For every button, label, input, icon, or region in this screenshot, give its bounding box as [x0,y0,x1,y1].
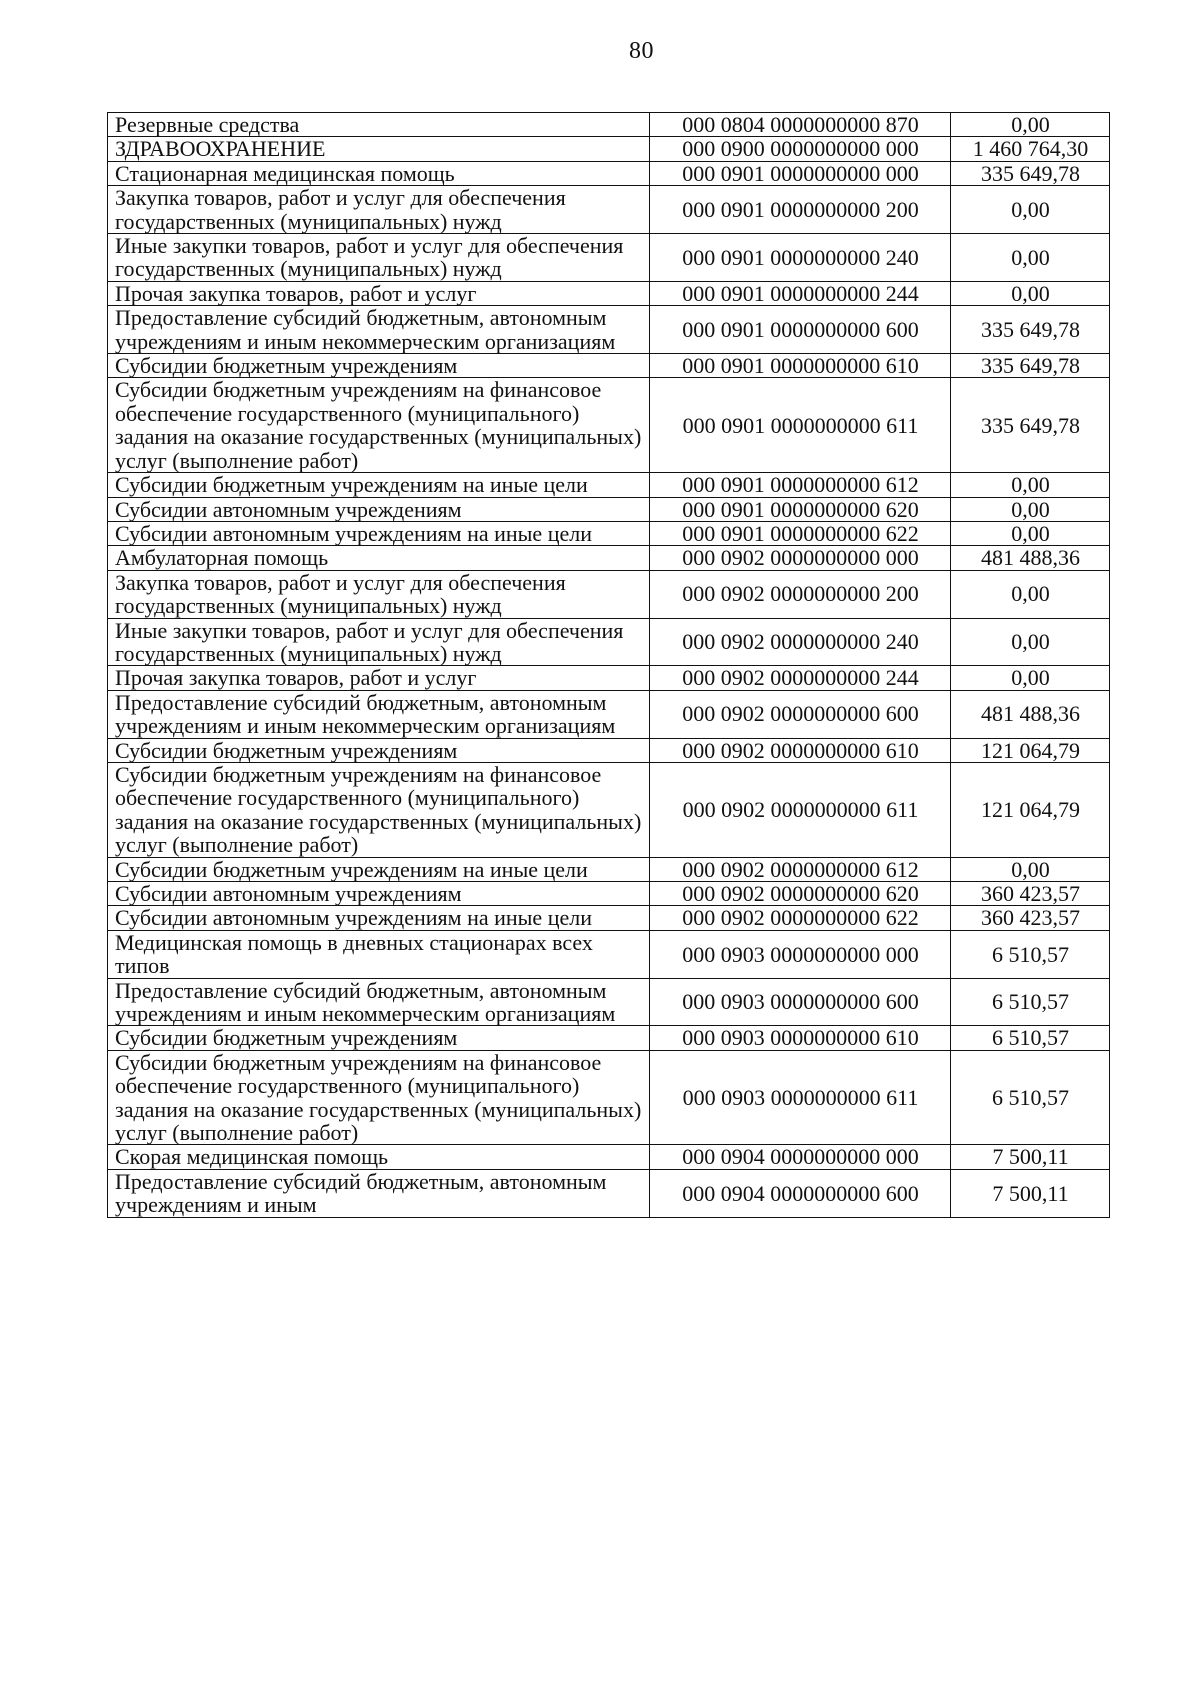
table-row [108,930,1110,978]
table-row [108,161,1110,185]
row-sum-cell: 0,00 [951,618,1110,666]
table-row [108,1050,1110,1145]
budget-table-body [108,113,1110,1218]
row-code-cell: 000 0904 0000000000 000 [650,1145,951,1169]
row-name-cell: Субсидии бюджетным учреждениям [108,738,650,762]
row-name-cell: Прочая закупка товаров, работ и услуг [108,281,650,305]
table-row [108,378,1110,473]
row-sum-cell: 335 649,78 [951,306,1110,354]
row-sum-cell: 0,00 [951,666,1110,690]
row-name-cell: Субсидии бюджетным учреждениям [108,354,650,378]
row-name-cell: Субсидии бюджетным учреждениям на иные цели [108,857,650,881]
row-name-cell: Скорая медицинская помощь [108,1145,650,1169]
row-sum-cell: 0,00 [951,281,1110,305]
row-name-cell: Субсидии бюджетным учреждениям на финансовое обеспечение государственного (муниципального) задания на оказание государственных (муниципальных) услуг (выполнение работ) [108,1050,650,1145]
row-sum-cell: 0,00 [951,113,1110,137]
table-row [108,762,1110,857]
table-row [108,690,1110,738]
row-name-cell: Субсидии бюджетным учреждениям на финансовое обеспечение государственного (муниципального) задания на оказание государственных (муниципальных) услуг (выполнение работ) [108,762,650,857]
budget-table [107,112,1110,1218]
row-code-cell: 000 0903 0000000000 610 [650,1026,951,1050]
table-row [108,738,1110,762]
row-name-cell: Субсидии автономным учреждениям на иные цели [108,906,650,930]
row-code-cell: 000 0903 0000000000 600 [650,978,951,1026]
row-sum-cell: 360 423,57 [951,906,1110,930]
row-code-cell: 000 0902 0000000000 244 [650,666,951,690]
table-row [108,234,1110,282]
row-name-cell: Субсидии автономным учреждениям [108,882,650,906]
row-sum-cell: 0,00 [951,186,1110,234]
row-sum-cell: 335 649,78 [951,161,1110,185]
row-name-cell: Прочая закупка товаров, работ и услуг [108,666,650,690]
row-code-cell: 000 0901 0000000000 240 [650,234,951,282]
row-code-cell: 000 0904 0000000000 600 [650,1169,951,1217]
row-sum-cell: 121 064,79 [951,738,1110,762]
row-name-cell: Предоставление субсидий бюджетным, автономным учреждениям и иным [108,1169,650,1217]
row-code-cell: 000 0902 0000000000 612 [650,857,951,881]
table-row [108,137,1110,161]
row-code-cell: 000 0901 0000000000 611 [650,378,951,473]
row-code-cell: 000 0901 0000000000 600 [650,306,951,354]
row-sum-cell: 6 510,57 [951,930,1110,978]
row-code-cell: 000 0900 0000000000 000 [650,137,951,161]
row-sum-cell: 0,00 [951,521,1110,545]
row-sum-cell: 0,00 [951,497,1110,521]
row-sum-cell: 0,00 [951,570,1110,618]
table-row [108,306,1110,354]
table-row [108,882,1110,906]
row-code-cell: 000 0902 0000000000 611 [650,762,951,857]
table-row [108,497,1110,521]
table-row [108,186,1110,234]
row-sum-cell: 6 510,57 [951,1050,1110,1145]
row-name-cell: Закупка товаров, работ и услуг для обеспечения государственных (муниципальных) нужд [108,570,650,618]
table-row [108,570,1110,618]
row-code-cell: 000 0901 0000000000 000 [650,161,951,185]
row-name-cell: Предоставление субсидий бюджетным, автономным учреждениям и иным некоммерческим организациям [108,690,650,738]
row-name-cell: Субсидии бюджетным учреждениям на иные цели [108,473,650,497]
table-row [108,666,1110,690]
row-name-cell: Иные закупки товаров, работ и услуг для обеспечения государственных (муниципальных) нужд [108,234,650,282]
table-row [108,857,1110,881]
row-code-cell: 000 0903 0000000000 611 [650,1050,951,1145]
row-name-cell: Иные закупки товаров, работ и услуг для обеспечения государственных (муниципальных) нужд [108,618,650,666]
row-code-cell: 000 0902 0000000000 240 [650,618,951,666]
table-row [108,281,1110,305]
row-name-cell: Субсидии бюджетным учреждениям [108,1026,650,1050]
row-code-cell: 000 0901 0000000000 612 [650,473,951,497]
row-name-cell: Субсидии автономным учреждениям [108,497,650,521]
row-sum-cell: 0,00 [951,857,1110,881]
row-sum-cell: 0,00 [951,473,1110,497]
table-row [108,546,1110,570]
row-sum-cell: 360 423,57 [951,882,1110,906]
row-name-cell: Закупка товаров, работ и услуг для обеспечения государственных (муниципальных) нужд [108,186,650,234]
row-code-cell: 000 0804 0000000000 870 [650,113,951,137]
row-name-cell: Амбулаторная помощь [108,546,650,570]
row-name-cell: Медицинская помощь в дневных стационарах всех типов [108,930,650,978]
row-name-cell: ЗДРАВООХРАНЕНИЕ [108,137,650,161]
row-name-cell: Предоставление субсидий бюджетным, автономным учреждениям и иным некоммерческим организациям [108,978,650,1026]
row-sum-cell: 335 649,78 [951,378,1110,473]
row-name-cell: Стационарная медицинская помощь [108,161,650,185]
table-row [108,354,1110,378]
row-code-cell: 000 0903 0000000000 000 [650,930,951,978]
page-number: 80 [629,38,654,64]
table-row [108,113,1110,137]
row-code-cell: 000 0902 0000000000 622 [650,906,951,930]
row-code-cell: 000 0901 0000000000 200 [650,186,951,234]
row-code-cell: 000 0901 0000000000 610 [650,354,951,378]
row-sum-cell: 121 064,79 [951,762,1110,857]
row-sum-cell: 1 460 764,30 [951,137,1110,161]
row-name-cell: Резервные средства [108,113,650,137]
row-sum-cell: 6 510,57 [951,1026,1110,1050]
row-sum-cell: 0,00 [951,234,1110,282]
row-code-cell: 000 0901 0000000000 622 [650,521,951,545]
table-row [108,1169,1110,1217]
row-name-cell: Субсидии автономным учреждениям на иные цели [108,521,650,545]
row-sum-cell: 6 510,57 [951,978,1110,1026]
table-row [108,473,1110,497]
row-code-cell: 000 0902 0000000000 610 [650,738,951,762]
row-sum-cell: 7 500,11 [951,1145,1110,1169]
row-code-cell: 000 0901 0000000000 620 [650,497,951,521]
row-code-cell: 000 0902 0000000000 000 [650,546,951,570]
table-row [108,618,1110,666]
row-sum-cell: 481 488,36 [951,690,1110,738]
row-code-cell: 000 0902 0000000000 620 [650,882,951,906]
row-sum-cell: 7 500,11 [951,1169,1110,1217]
row-code-cell: 000 0902 0000000000 600 [650,690,951,738]
row-code-cell: 000 0902 0000000000 200 [650,570,951,618]
row-code-cell: 000 0901 0000000000 244 [650,281,951,305]
table-row [108,521,1110,545]
row-sum-cell: 335 649,78 [951,354,1110,378]
row-name-cell: Субсидии бюджетным учреждениям на финансовое обеспечение государственного (муниципального) задания на оказание государственных (муниципальных) услуг (выполнение работ) [108,378,650,473]
table-row [108,1026,1110,1050]
table-row [108,978,1110,1026]
row-name-cell: Предоставление субсидий бюджетным, автономным учреждениям и иным некоммерческим организациям [108,306,650,354]
table-row [108,906,1110,930]
row-sum-cell: 481 488,36 [951,546,1110,570]
table-row [108,1145,1110,1169]
